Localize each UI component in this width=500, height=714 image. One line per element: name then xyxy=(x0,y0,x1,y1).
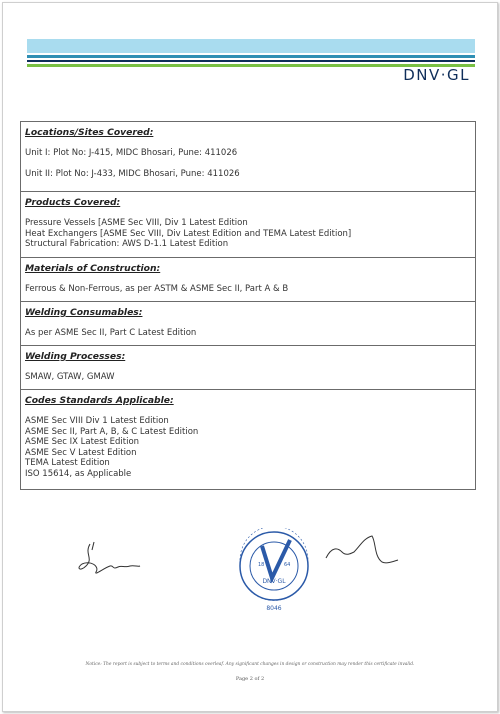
signature-right-icon xyxy=(322,532,402,572)
section-line: Structural Fabrication: AWS D-1.1 Latest Edition xyxy=(25,239,229,249)
section-1 xyxy=(21,192,475,258)
section-2 xyxy=(21,258,475,302)
dnv-gl-seal-icon xyxy=(234,528,314,614)
section-5 xyxy=(21,390,475,490)
section-title: Materials of Construction: xyxy=(25,263,161,274)
section-title: Codes Standards Applicable: xyxy=(25,395,174,406)
section-line: ASME Sec V Latest Edition xyxy=(25,447,137,458)
section-line: Unit I: Plot No: J-415, MIDC Bhosari, Pune: 411026 xyxy=(25,148,238,158)
header-band-light xyxy=(27,39,475,53)
section-line: Pressure Vessels [ASME Sec VIII, Div 1 Latest Edition xyxy=(25,218,248,228)
section-line: TEMA Latest Edition xyxy=(25,458,110,468)
section-title: Welding Processes: xyxy=(25,351,126,362)
footer-notice: Notice: The report is subject to terms and conditions overleaf. Any significant changes in design or construction may render this certificate invalid. xyxy=(85,662,415,667)
scope-table xyxy=(20,121,476,490)
seal-number: 8046 xyxy=(266,605,282,612)
seal-name: DNV·GL xyxy=(262,578,286,585)
section-title: Locations/Sites Covered: xyxy=(25,127,154,138)
section-3 xyxy=(21,302,475,346)
section-title: Welding Consumables: xyxy=(25,307,143,318)
header-band-mid xyxy=(27,55,475,58)
section-line: As per ASME Sec II, Part C Latest Edition xyxy=(25,328,197,338)
section-title: Products Covered: xyxy=(25,197,121,208)
header-band-dark xyxy=(27,60,475,62)
section-line: ASME Sec II, Part A, B, & C Latest Edition xyxy=(25,426,199,437)
seal-year-right: 64 xyxy=(284,562,291,568)
page-number: Page 2 of 2 xyxy=(235,676,265,682)
dnv-gl-logo: DNV·GL xyxy=(403,66,470,84)
section-line: Heat Exchangers [ASME Sec VIII, Div Latest Edition and TEMA Latest Edition] xyxy=(25,228,352,239)
section-line: ASME Sec VIII Div 1 Latest Edition xyxy=(25,416,169,426)
section-4 xyxy=(21,346,475,390)
section-line: Ferrous & Non-Ferrous, as per ASTM & ASME Sec II, Part A & B xyxy=(25,284,289,294)
section-line: SMAW, GTAW, GMAW xyxy=(25,372,115,382)
seal-year-left: 18 xyxy=(258,562,265,568)
line-gap xyxy=(25,159,471,169)
section-line: Unit II: Plot No: J-433, MIDC Bhosari, Pune: 411026 xyxy=(25,168,240,179)
section-0 xyxy=(21,122,475,192)
section-line: ISO 15614, as Applicable xyxy=(25,468,132,479)
signature-left-icon xyxy=(74,540,144,580)
section-line: ASME Sec IX Latest Edition xyxy=(25,437,140,447)
